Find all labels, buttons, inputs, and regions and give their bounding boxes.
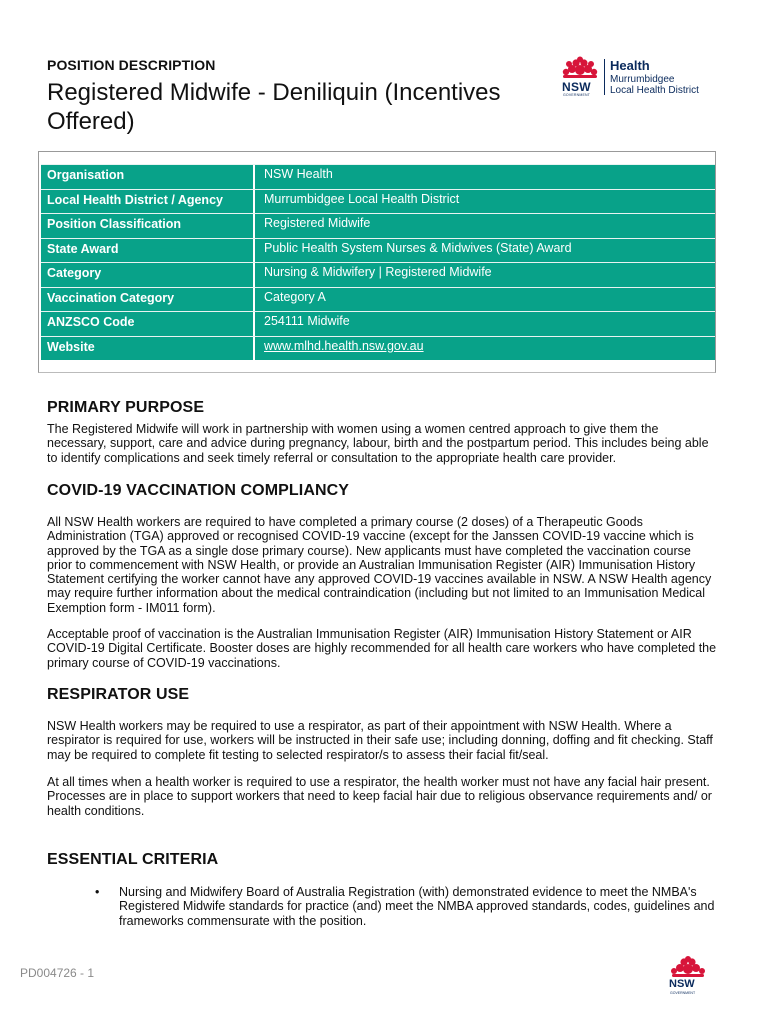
row-value: Registered Midwife	[255, 214, 715, 238]
covid-paragraph-1: All NSW Health workers are required to have completed a primary course (2 doses) of a Therapeutic Goods Administration (TGA) approved or recognised COVID-19 vaccine (except for the Janssen COVID-19 vaccine which is approved by the TGA as a single dose primary course). New applicants must have completed the vaccination course prior to commencement with NSW Health, or provide an Australian Immunisation Register (AIR) Immunisation History Statement certifying the worker cannot have any approved COVID-19 vaccines available in NSW. A NSW Health agency may require further information about the medical contraindication (including but not limited to an Immunisation Medical Exemption form - IM011 form).	[47, 515, 712, 615]
footer-nsw-logo	[664, 956, 712, 1000]
table-row	[41, 287, 715, 312]
row-label: Vaccination Category	[41, 288, 255, 312]
website-link[interactable]: www.mlhd.health.nsw.gov.au	[264, 338, 424, 353]
row-label: Website	[41, 337, 255, 361]
row-value: 254111 Midwife	[255, 312, 715, 336]
table-row	[41, 189, 715, 214]
footer-logo-nsw-text: NSW	[669, 978, 695, 990]
table-bottom-gap	[39, 360, 715, 372]
logo-district-line2: Local Health District	[610, 85, 699, 96]
row-label: ANZSCO Code	[41, 312, 255, 336]
essential-criteria-item: Nursing and Midwifery Board of Australia Registration (with) demonstrated evidence to meet the NMBA's Registered Midwife standards for practice (and) meet the NMBA approved standards, codes, guidelines and frameworks commensurate with the position.	[119, 885, 715, 928]
table-row	[41, 336, 715, 361]
eyebrow-label: POSITION DESCRIPTION	[47, 57, 216, 73]
table-row	[41, 262, 715, 287]
logo-divider	[604, 59, 605, 95]
nsw-health-logo	[560, 56, 720, 100]
position-info-table	[38, 151, 716, 373]
table-row	[41, 311, 715, 336]
bullet-marker: •	[95, 885, 100, 899]
footer-logo-government-text: GOVERNMENT	[670, 991, 696, 995]
table-top-rule	[39, 152, 715, 164]
essential-criteria-heading: ESSENTIAL CRITERIA	[47, 851, 219, 868]
row-value: NSW Health	[255, 165, 715, 189]
logo-nsw-text: NSW	[562, 80, 591, 94]
primary-purpose-heading: PRIMARY PURPOSE	[47, 399, 205, 416]
waratah-icon	[560, 56, 600, 82]
row-value: Nursing & Midwifery | Registered Midwife	[255, 263, 715, 287]
logo-health-text: Health	[610, 58, 650, 73]
row-label: Category	[41, 263, 255, 287]
logo-government-text: GOVERNMENT	[563, 93, 591, 97]
table-row	[41, 164, 715, 189]
logo-district-line1: Murrumbidgee	[610, 74, 675, 85]
table-row	[41, 213, 715, 238]
table-row	[41, 238, 715, 263]
page-title: Registered Midwife - Deniliquin (Incentives Offered)	[47, 79, 501, 135]
covid-heading: COVID-19 VACCINATION COMPLIANCY	[47, 482, 350, 499]
row-label: Local Health District / Agency	[41, 190, 255, 214]
waratah-icon	[664, 956, 712, 980]
row-label: Position Classification	[41, 214, 255, 238]
row-value: Murrumbidgee Local Health District	[255, 190, 715, 214]
row-value: Public Health System Nurses & Midwives (State) Award	[255, 239, 715, 263]
covid-paragraph-2: Acceptable proof of vaccination is the Australian Immunisation Register (AIR) Immunisation History Statement or AIR COVID-19 Digital Certificate. Booster doses are highly recommended for all health care workers who have completed the primary course of COVID-19 vaccinations.	[47, 627, 717, 670]
page-reference: PD004726 - 1	[20, 966, 95, 980]
respirator-paragraph-2: At all times when a health worker is required to use a respirator, the health worker must not have any facial hair present. Processes are in place to support workers that need to keep facial hair due to religious observance requirements and/ or health conditions.	[47, 775, 712, 818]
respirator-paragraph-1: NSW Health workers may be required to use a respirator, as part of their appointment with NSW Health. Where a respirator is required for use, workers will be instructed in their safe use; including donning, doffing and fit checking. Staff may be required to complete fit testing to selected respirator/s to assess their facial fit/seal.	[47, 719, 713, 762]
primary-purpose-text: The Registered Midwife will work in partnership with women using a women centred approach to give them the necessary, support, care and advice during pregnancy, labour, birth and the postpartum period. This includes being able to identify complications and seek timely referral or consultation to the appropriate health care provider.	[47, 422, 709, 465]
row-label: State Award	[41, 239, 255, 263]
respirator-heading: RESPIRATOR USE	[47, 686, 190, 703]
row-value: Category A	[255, 288, 715, 312]
row-value	[255, 337, 715, 361]
row-label: Organisation	[41, 165, 255, 189]
